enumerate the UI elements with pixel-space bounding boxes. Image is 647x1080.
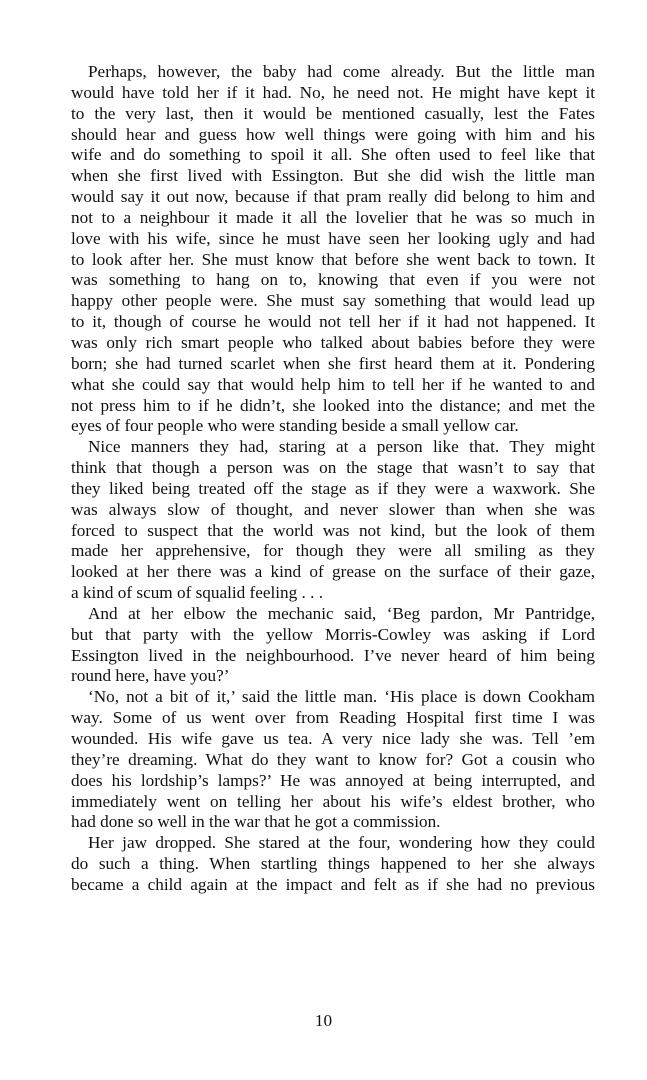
text-line: does his lordship’s lamps?’ He was annoyed at being interrupted, and xyxy=(71,770,595,790)
text-line: to the very last, then it would be mentioned casually, lest the Fates xyxy=(71,103,595,123)
text-line: was something to hang on to, knowing that even if you were not xyxy=(71,270,595,290)
text-line: made her apprehensive, for though they were all smiling as they xyxy=(71,541,595,561)
page-number: 10 xyxy=(314,1011,333,1030)
text-line: to it, though of course he would not tell her if it had not happened. It xyxy=(71,312,595,332)
text-line: should hear and guess how well things were going with him and his xyxy=(71,124,595,144)
text-line: Perhaps, however, the baby had come already. But the little man xyxy=(88,62,595,81)
text-line: wife and do something to spoil it all. She often used to feel like that xyxy=(71,145,595,165)
text-line: to look after her. She must know that before she went back to town. It xyxy=(71,249,595,269)
text-line: not press him to if he didn’t, she looked into the distance; and met the xyxy=(71,395,595,415)
text-line: was always slow of thought, and never slower than when she was xyxy=(71,499,595,519)
text-line: love with his wife, since he must have seen her looking ugly and had xyxy=(71,228,595,248)
text-line: but that party with the yellow Morris-Cowley was asking if Lord xyxy=(71,624,595,644)
text-line: what she could say that would help him to tell her if he wanted to and xyxy=(71,374,595,394)
text-line: Essington lived in the neighbourhood. I’ve never heard of him being xyxy=(71,645,595,665)
paragraph xyxy=(71,687,595,833)
text-line: when she first lived with Essington. But she did wish the little man xyxy=(71,166,595,186)
text-line: happy other people were. She must say something that would lead up xyxy=(71,291,595,311)
text-line: And at her elbow the mechanic said, ‘Beg pardon, Mr Pantridge, xyxy=(88,603,595,623)
text-line: Nice manners they had, staring at a person like that. They might xyxy=(88,437,595,457)
text-line: was only rich smart people who talked about babies before they were xyxy=(71,332,595,352)
text-line: think that though a person was on the stage that wasn’t to say that xyxy=(71,458,595,478)
text-line: forced to suspect that the world was not kind, but the look of them xyxy=(71,520,595,540)
text-line: born; she had turned scarlet when she first heard them at it. Pondering xyxy=(71,353,595,373)
text-line: they’re dreaming. What do they want to know for? Got a cousin who xyxy=(71,749,595,769)
text-line: wounded. His wife gave us tea. A very nice lady she was. Tell ’em xyxy=(71,729,595,748)
text-line: a kind of scum of squalid feeling . . . xyxy=(71,583,324,603)
text-line: immediately went on telling her about his wife’s eldest brother, who xyxy=(71,791,595,811)
text-line: ‘No, not a bit of it,’ said the little man. ‘His place is down Cookham xyxy=(88,687,595,707)
text-line: they liked being treated off the stage as if they were a waxwork. She xyxy=(71,478,595,498)
text-line: would say it out now, because if that pram really did belong to him and xyxy=(71,187,595,207)
text-line: do such a thing. When startling things happened to her she always xyxy=(71,854,595,874)
text-line: had done so well in the war that he got a commission. xyxy=(71,812,441,832)
paragraph xyxy=(71,833,595,896)
paragraph xyxy=(71,604,595,687)
text-line: Her jaw dropped. She stared at the four, wondering how they could xyxy=(88,833,595,853)
paragraph xyxy=(71,437,595,604)
paragraph xyxy=(71,62,595,437)
text-line: became a child again at the impact and felt as if she had no previous xyxy=(71,874,595,894)
text-line: would have told her if it had. No, he need not. He might have kept it xyxy=(71,82,595,102)
page-body xyxy=(71,62,595,896)
text-line: round here, have you?’ xyxy=(71,666,230,686)
text-line: way. Some of us went over from Reading Hospital first time I was xyxy=(71,708,595,728)
text-line: not to a neighbour it made it all the lovelier that he was so much in xyxy=(71,207,595,227)
text-line: eyes of four people who were standing beside a small yellow car. xyxy=(71,416,519,436)
text-line: looked at her there was a kind of grease on the surface of their gaze, xyxy=(71,562,595,582)
